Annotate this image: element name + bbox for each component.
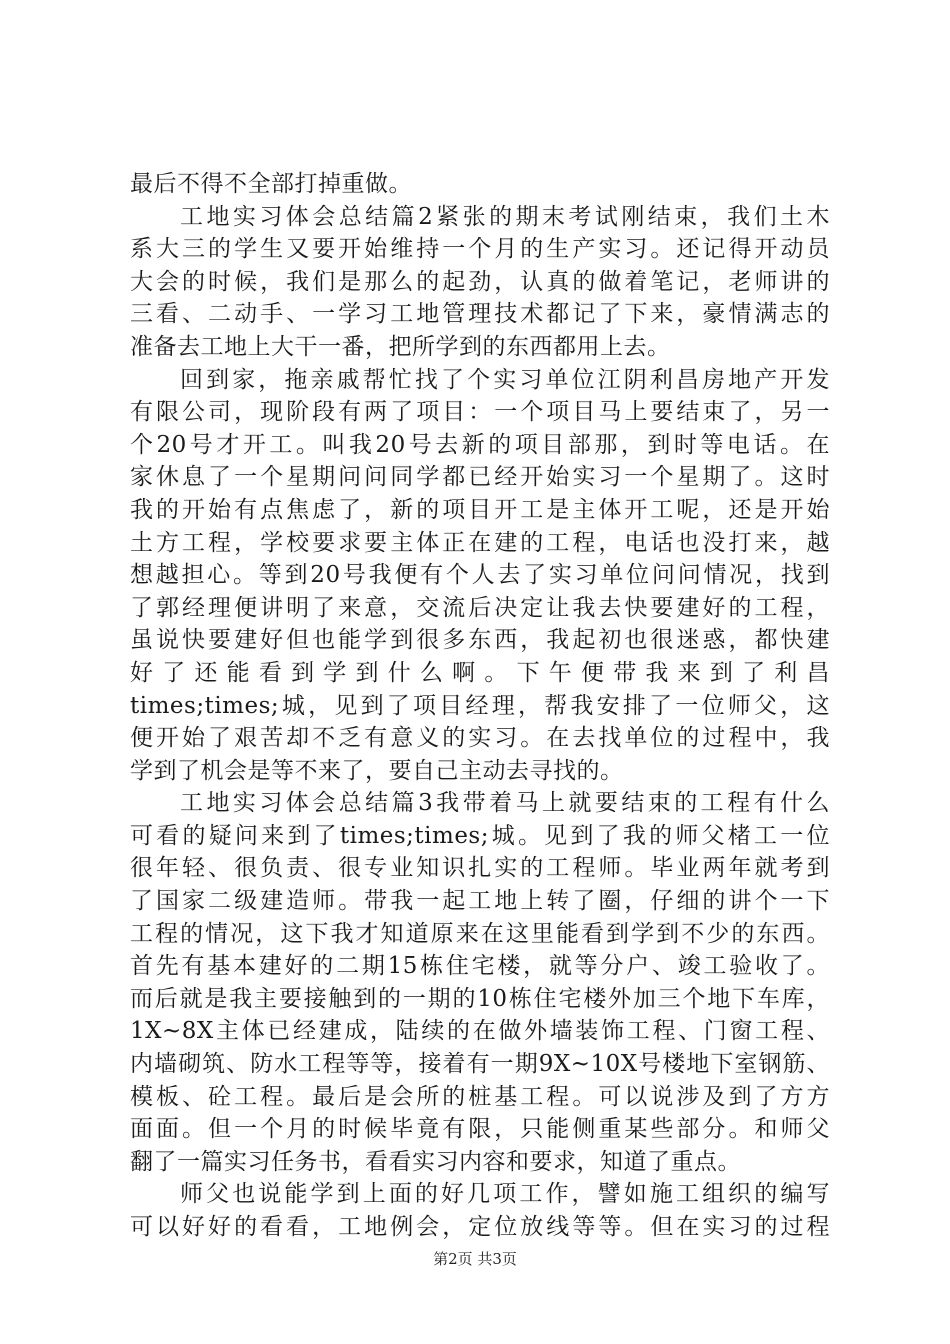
text-line: 三看、二动手、一学习工地管理技术都记了下来，豪情满志的 [130,301,830,328]
text-line: 内墙砌筑、防水工程等等，接着有一期9X~10X号楼地下室钢筋、 [130,1051,830,1078]
text-line: 系大三的学生又要开始维持一个月的生产实习。还记得开动员 [130,236,830,263]
text-line: 个20号才开工。叫我20号去新的项目部那，到时等电话。在 [130,431,830,458]
page-number: 第2页 共3页 [433,1250,517,1268]
paragraph-start-line: 回到家，拖亲戚帮忙找了个实习单位江阴利昌房地产开发 [180,366,830,393]
text-line: 首先有基本建好的二期15栋住宅楼，就等分户、竣工验收了。 [130,953,830,980]
text-line: 翻了一篇实习任务书，看看实习内容和要求，知道了重点。 [130,1148,741,1175]
text-line: 土方工程，学校要求要主体正在建的工程，电话也没打来，越 [130,529,830,556]
document-body [130,168,830,1244]
page-footer [0,1248,950,1269]
text-line: 可以好好的看看，工地例会，定位放线等等。但在实习的过程 [130,1214,830,1240]
text-line: times;times;城，见到了项目经理，帮我安排了一位师父，这 [130,692,830,719]
paragraph-start-line: 工地实习体会总结篇3我带着马上就要结束的工程有什么 [180,790,830,817]
text-line: 1X~8X主体已经建成，陆续的在做外墙装饰工程、门窗工程、 [130,1018,830,1045]
text-line: 便开始了艰苦却不乏有意义的实习。在去找单位的过程中，我 [130,725,830,752]
paragraph-start-line: 工地实习体会总结篇2紧张的期末考试刚结束，我们土木 [180,203,830,230]
paragraph-start-line: 师父也说能学到上面的好几项工作，譬如施工组织的编写 [180,1181,830,1208]
text-line: 最后不得不全部打掉重做。 [130,171,412,197]
text-line: 面面。但一个月的时候毕竟有限，只能侧重某些部分。和师父 [130,1116,830,1143]
text-line: 大会的时候，我们是那么的起劲，认真的做着笔记，老师讲的 [130,268,830,295]
text-line: 虽说快要建好但也能学到很多东西，我起初也很迷惑，都快建 [130,627,830,654]
text-line: 有限公司，现阶段有两了项目：一个项目马上要结束了，另一 [130,399,830,426]
text-line: 家休息了一个星期问问同学都已经开始实习一个星期了。这时 [130,464,830,491]
text-line: 想越担心。等到20号我便有个人去了实习单位问问情况，找到 [130,562,830,589]
text-line: 可看的疑问来到了times;times;城。见到了我的师父楮工一位 [130,822,830,849]
text-line: 准备去工地上大干一番，把所学到的东西都用上去。 [130,333,671,360]
text-line: 而后就是我主要接触到的一期的10栋住宅楼外加三个地下车库， [130,985,830,1012]
text-line: 学到了机会是等不来了，要自己主动去寻找的。 [130,757,624,784]
text-line: 我的开始有点焦虑了，新的项目开工是主体开工呢，还是开始 [130,496,830,523]
text-line: 了郭经理便讲明了来意，交流后决定让我去快要建好的工程， [130,594,830,621]
text-line: 很年轻、很负责、很专业知识扎实的工程师。毕业两年就考到 [130,855,830,882]
text-line: 了国家二级建造师。带我一起工地上转了圈，仔细的讲个一下 [130,888,830,915]
text-line: 好了还能看到学到什么啊。下午便带我来到了利昌 [130,659,830,686]
text-line: 工程的情况，这下我才知道原来在这里能看到学到不少的东西。 [130,920,830,947]
text-line: 模板、砼工程。最后是会所的桩基工程。可以说涉及到了方方 [130,1083,830,1110]
